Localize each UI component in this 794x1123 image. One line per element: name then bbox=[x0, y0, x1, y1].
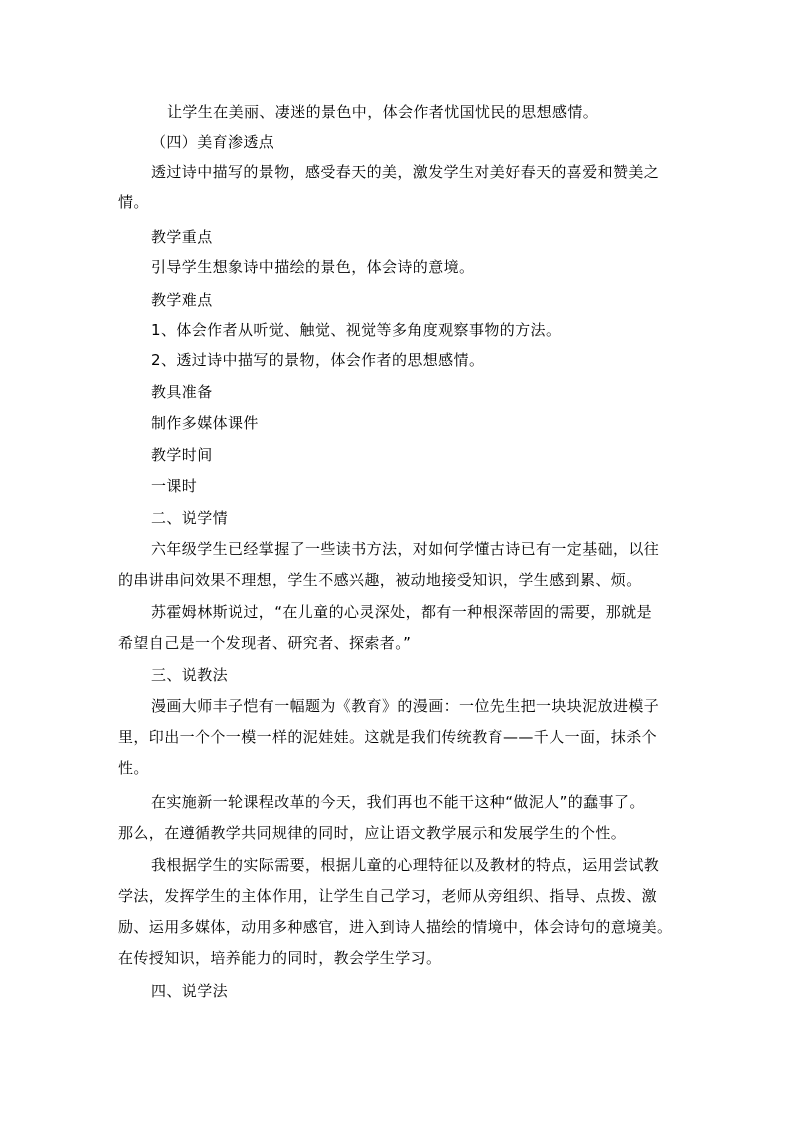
paragraph-line: 励、运用多媒体，动用多种感官，进入到诗人描绘的情境中，体会诗句的意境美。 bbox=[118, 918, 673, 936]
paragraph-line: 学法，发挥学生的主体作用，让学生自己学习，老师从旁组织、指导、点拨、激 bbox=[118, 887, 658, 905]
paragraph-line: 的串讲串问效果不理想，学生不感兴趣，被动地接受知识，学生感到累、烦。 bbox=[118, 571, 642, 589]
paragraph-line: 六年级学生已经掌握了一些读书方法，对如何学懂古诗已有一定基础，以往 bbox=[151, 540, 660, 558]
paragraph-line: 透过诗中描写的景物，感受春天的美，激发学生对美好春天的喜爱和赞美之 bbox=[151, 163, 660, 181]
section-heading: 教学时间 bbox=[151, 446, 213, 464]
paragraph-line: 希望自己是一个发现者、研究者、探索者。” bbox=[118, 634, 412, 652]
paragraph-line: 情。 bbox=[118, 193, 149, 211]
section-heading: 三、说教法 bbox=[151, 666, 229, 684]
paragraph-line: 里，印出一个个一模一样的泥娃娃。这就是我们传统教育——千人一面，抹杀个 bbox=[118, 728, 658, 746]
paragraph-line: 引导学生想象诗中描绘的景色，体会诗的意境。 bbox=[151, 258, 475, 276]
paragraph-line: 苏霍姆林斯说过，“在儿童的心灵深处，都有一种根深蒂固的需要，那就是 bbox=[151, 603, 652, 621]
paragraph-line: 在传授知识，培养能力的同时，教会学生学习。 bbox=[118, 949, 442, 967]
section-heading: 教学重点 bbox=[151, 228, 213, 246]
paragraph-line: 让学生在美丽、凄迷的景色中，体会作者忧国忧民的思想感情。 bbox=[167, 103, 599, 121]
section-heading: 四、说学法 bbox=[151, 982, 229, 1000]
paragraph-line: 2、透过诗中描写的景物，体会作者的思想感情。 bbox=[151, 351, 485, 369]
paragraph-line: 性。 bbox=[118, 759, 149, 777]
paragraph-line: 一课时 bbox=[151, 477, 198, 495]
paragraph-line: 漫画大师丰子恺有一幅题为《教育》的漫画：一位先生把一块块泥放进模子 bbox=[151, 697, 660, 715]
section-heading: 二、说学情 bbox=[151, 509, 229, 527]
paragraph-line: 我根据学生的实际需要，根据儿童的心理特征以及教材的特点，运用尝试教 bbox=[151, 856, 660, 874]
paragraph-line: 1、体会作者从听觉、触觉、视觉等多角度观察事物的方法。 bbox=[151, 321, 562, 339]
section-heading: 教学难点 bbox=[151, 291, 213, 309]
paragraph-line: 在实施新一轮课程改革的今天，我们再也不能干这种“做泥人”的蠢事了。 bbox=[151, 793, 645, 811]
section-heading: 教具准备 bbox=[151, 383, 213, 401]
paragraph-line: 制作多媒体课件 bbox=[151, 414, 259, 432]
paragraph-line: 那么，在遵循教学共同规律的同时，应让语文教学展示和发展学生的个性。 bbox=[118, 824, 627, 842]
section-heading: （四）美育渗透点 bbox=[151, 133, 275, 151]
